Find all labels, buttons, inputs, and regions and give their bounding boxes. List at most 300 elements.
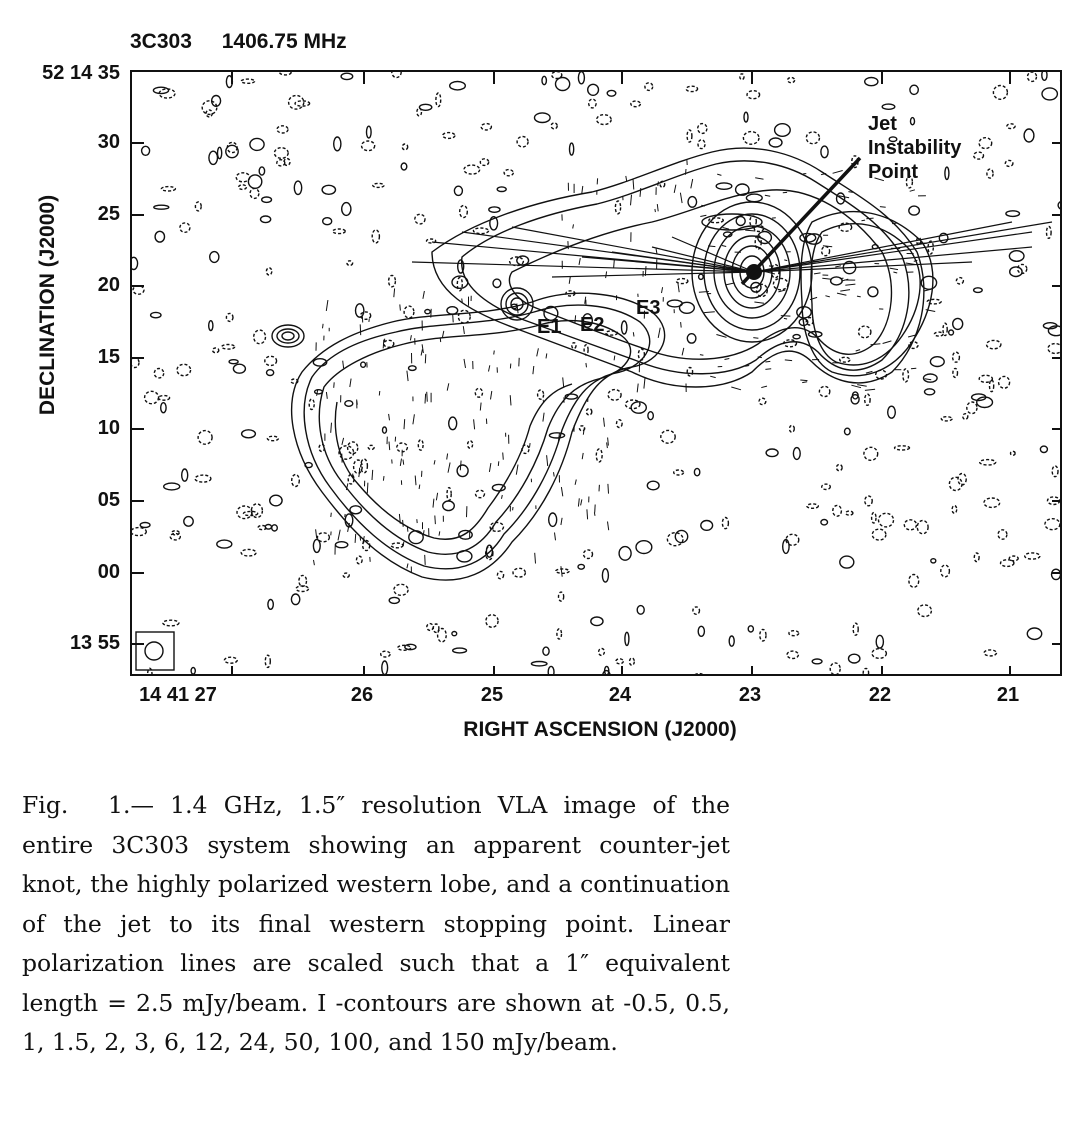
noise-contour xyxy=(267,436,278,440)
noise-contour xyxy=(787,651,798,658)
polarization-vector xyxy=(594,512,595,515)
noise-contour xyxy=(277,126,288,133)
noise-contour xyxy=(145,391,159,403)
noise-contour xyxy=(367,126,372,138)
polarization-vector xyxy=(606,271,607,278)
noise-contour xyxy=(943,323,947,335)
noise-contour xyxy=(698,626,704,636)
noise-contour xyxy=(191,668,195,675)
noise-contour xyxy=(822,484,831,489)
noise-contour xyxy=(879,513,894,527)
noise-contour xyxy=(158,396,169,401)
noise-contour xyxy=(538,390,544,399)
noise-contour xyxy=(259,167,264,175)
noise-contour xyxy=(195,475,211,482)
noise-contour xyxy=(155,231,164,242)
noise-contour xyxy=(323,218,332,225)
noise-contour xyxy=(793,448,800,460)
x-tick-label: 22 xyxy=(868,684,892,706)
polarization-vector xyxy=(547,455,548,466)
polarization-vector xyxy=(911,368,916,369)
polarization-vector xyxy=(582,453,583,459)
polarization-vector xyxy=(753,338,758,339)
noise-contour xyxy=(1040,446,1047,452)
noise-contour xyxy=(172,531,179,535)
polarization-vector xyxy=(890,268,898,270)
noise-contour xyxy=(182,469,188,481)
polarization-vector xyxy=(503,453,504,460)
y-tick-label: 30 xyxy=(97,131,120,153)
polarization-vector xyxy=(708,246,715,247)
noise-contour xyxy=(241,549,256,556)
polarization-vector xyxy=(338,530,340,541)
noise-contour xyxy=(362,141,375,151)
noise-contour xyxy=(1025,553,1040,559)
polarization-vector xyxy=(413,414,415,424)
polarization-vector xyxy=(463,326,464,334)
polarization-vector xyxy=(407,526,408,532)
polarization-vector xyxy=(892,223,897,224)
polarization-vector xyxy=(439,531,440,535)
polarization-vector xyxy=(403,542,404,546)
noise-contour xyxy=(250,138,264,150)
polarization-vector xyxy=(543,413,544,422)
noise-contour xyxy=(341,73,353,79)
noise-contour xyxy=(619,547,631,561)
noise-contour xyxy=(1006,211,1020,217)
polarization-vector xyxy=(474,419,475,429)
noise-contour xyxy=(262,197,272,202)
noise-contour xyxy=(348,442,358,454)
noise-contour xyxy=(584,550,593,559)
y-tick-label: 00 xyxy=(97,561,120,583)
polarization-vector xyxy=(317,390,318,396)
noise-contour xyxy=(184,517,193,527)
noise-contour xyxy=(812,659,822,664)
polarization-vector xyxy=(862,220,866,221)
noise-contour xyxy=(793,335,800,339)
polarization-vector xyxy=(427,392,428,402)
polarization-vector xyxy=(448,463,450,473)
noise-contour xyxy=(133,286,144,294)
noise-contour xyxy=(443,133,455,139)
noise-contour xyxy=(480,159,488,166)
polarization-vector xyxy=(435,516,436,525)
polarization-vector xyxy=(851,385,861,388)
noise-contour xyxy=(584,345,588,355)
polarization-vector xyxy=(573,224,574,228)
polarization-vector xyxy=(608,484,609,494)
polarization-vector xyxy=(442,331,443,338)
polarization-vector xyxy=(383,476,384,481)
polarization-vector xyxy=(678,284,679,293)
noise-contour xyxy=(729,636,734,646)
polarization-vector xyxy=(607,442,608,448)
noise-contour xyxy=(882,104,895,109)
noise-contour xyxy=(1042,72,1047,80)
noise-contour xyxy=(736,217,745,226)
noise-contour xyxy=(295,101,310,106)
noise-contour xyxy=(786,534,799,545)
noise-contour xyxy=(746,194,762,202)
noise-contour xyxy=(436,93,441,107)
noise-contour xyxy=(280,72,291,75)
polarization-vector xyxy=(925,379,932,380)
polarization-vector xyxy=(383,340,384,349)
polarization-vector xyxy=(440,338,441,342)
polarization-vector xyxy=(516,465,518,475)
noise-contour xyxy=(888,406,896,418)
polarization-vector xyxy=(372,470,373,480)
noise-contour xyxy=(206,110,212,117)
noise-contour xyxy=(790,425,795,432)
noise-contour xyxy=(859,326,871,338)
noise-contour xyxy=(952,506,957,514)
noise-contour xyxy=(552,72,562,79)
noise-contour xyxy=(497,571,503,578)
noise-contour xyxy=(233,364,245,373)
noise-contour xyxy=(645,83,653,91)
noise-contour xyxy=(486,615,498,628)
noise-contour xyxy=(309,399,314,409)
noise-contour xyxy=(180,223,190,232)
noise-contour xyxy=(967,402,977,414)
polarization-vector xyxy=(462,299,463,303)
noise-contour xyxy=(242,430,256,438)
noise-contour xyxy=(661,430,675,443)
noise-contour xyxy=(350,506,362,514)
noise-contour xyxy=(1009,251,1024,262)
annotation-line: Jet xyxy=(868,113,897,135)
annotation-line: Point xyxy=(868,161,918,183)
noise-contour xyxy=(949,477,962,490)
polarization-vector xyxy=(407,371,408,381)
noise-contour xyxy=(218,147,222,158)
noise-contour xyxy=(1052,569,1061,579)
noise-contour xyxy=(543,647,549,655)
noise-contour xyxy=(868,287,878,297)
noise-contour xyxy=(766,449,778,457)
noise-contour xyxy=(984,650,996,656)
noise-contour xyxy=(272,525,278,531)
noise-contour xyxy=(140,523,150,528)
polarization-vector xyxy=(655,209,656,212)
noise-contour xyxy=(239,185,247,190)
polarization-vector xyxy=(840,290,850,292)
polarization-vector xyxy=(781,316,791,317)
polarization-vector xyxy=(837,293,846,295)
noise-contour xyxy=(990,380,994,392)
noise-contour xyxy=(161,403,166,413)
noise-contour xyxy=(589,99,596,108)
noise-contour xyxy=(931,559,936,563)
noise-contour xyxy=(904,520,916,530)
noise-contour xyxy=(910,85,918,94)
polarization-vector xyxy=(561,518,562,525)
noise-contour xyxy=(254,330,266,344)
noise-contour xyxy=(268,600,273,610)
noise-contour xyxy=(578,72,584,84)
figure-title xyxy=(130,30,371,54)
polarization-vector xyxy=(494,351,495,355)
noise-contour xyxy=(578,564,584,569)
noise-contour xyxy=(722,518,728,529)
noise-contour xyxy=(974,553,979,562)
noise-contour xyxy=(202,101,217,115)
noise-contour xyxy=(1007,124,1015,129)
noise-contour xyxy=(372,230,379,243)
polarization-vector xyxy=(883,341,892,344)
noise-contour xyxy=(209,151,218,164)
noise-contour xyxy=(974,288,983,293)
polarization-vector xyxy=(758,357,762,358)
noise-contour xyxy=(559,592,564,601)
noise-contour xyxy=(476,490,485,497)
noise-contour xyxy=(389,597,399,603)
noise-contour xyxy=(549,513,557,526)
polarization-vector xyxy=(765,369,771,370)
polarization-vector xyxy=(316,529,317,538)
noise-contour xyxy=(941,417,952,421)
noise-contour xyxy=(265,655,270,667)
noise-contour xyxy=(895,446,910,450)
noise-contour xyxy=(924,374,938,382)
noise-contour xyxy=(557,629,562,639)
noise-contour xyxy=(949,330,954,335)
noise-contour xyxy=(740,74,744,80)
noise-contour xyxy=(427,624,433,631)
noise-contour xyxy=(694,674,704,676)
noise-contour xyxy=(542,76,546,84)
beam-box xyxy=(136,632,174,670)
polarization-vector xyxy=(608,438,609,446)
polarization-vector xyxy=(480,403,481,411)
polarization-vector xyxy=(814,273,821,274)
noise-contour xyxy=(822,247,830,256)
noise-contour xyxy=(617,420,623,428)
y-axis-title: DECLINATION (J2000) xyxy=(36,194,59,416)
y-tick-label: 20 xyxy=(97,274,120,296)
noise-contour xyxy=(863,668,868,676)
noise-contour xyxy=(953,368,958,377)
noise-contour xyxy=(687,130,692,142)
noise-contour xyxy=(1024,129,1034,142)
noise-contour xyxy=(450,82,466,90)
noise-contour xyxy=(615,201,620,214)
noise-contour xyxy=(1010,267,1022,277)
noise-contour xyxy=(481,124,491,130)
polarization-vector xyxy=(614,356,615,361)
noise-contour xyxy=(299,575,307,586)
noise-contour xyxy=(622,321,627,334)
polarization-vector xyxy=(581,499,582,505)
polarization-vector xyxy=(345,514,346,517)
polarization-vector xyxy=(662,287,663,293)
polarization-vector xyxy=(404,419,405,429)
polarization-vector xyxy=(840,278,844,279)
polarization-vector xyxy=(802,382,807,383)
noise-contour xyxy=(993,86,1007,100)
x-tick-label: 14 41 27 xyxy=(139,684,217,706)
noise-contour xyxy=(209,321,213,331)
polarization-vector xyxy=(866,218,873,219)
polarization-vector xyxy=(425,394,426,404)
noise-contour xyxy=(788,78,795,83)
x-tick-label: 25 xyxy=(480,684,504,706)
x-axis-title: RIGHT ASCENSION (J2000) xyxy=(463,718,737,741)
noise-contour xyxy=(917,521,928,534)
noise-contour xyxy=(151,312,161,317)
noise-contour xyxy=(294,181,301,194)
noise-contour xyxy=(602,569,608,582)
polarization-vector xyxy=(700,355,704,356)
polarization-vector xyxy=(489,365,490,371)
polarization-vector xyxy=(682,348,684,356)
noise-contour xyxy=(984,498,1000,507)
polarization-vector xyxy=(447,454,448,460)
polarization-vector xyxy=(563,377,564,387)
polarization-vector xyxy=(699,292,709,293)
polarization-vector xyxy=(800,380,807,381)
noise-contour xyxy=(680,302,695,313)
polarization-vector xyxy=(686,169,687,175)
noise-contour xyxy=(497,187,506,192)
noise-contour xyxy=(591,617,603,626)
polarization-vector xyxy=(569,277,570,284)
noise-contour xyxy=(345,401,353,407)
jet-line xyxy=(754,222,1052,272)
polarization-vector xyxy=(637,384,638,393)
noise-contour xyxy=(979,138,992,149)
polarization-vector xyxy=(423,291,425,299)
polarization-vector xyxy=(331,423,332,433)
noise-contour xyxy=(391,543,403,548)
noise-contour xyxy=(493,279,501,287)
noise-contour xyxy=(468,441,473,448)
noise-contour xyxy=(419,104,431,110)
polarization-vector xyxy=(561,487,562,496)
noise-contour xyxy=(760,629,766,641)
noise-contour xyxy=(599,648,605,655)
noise-contour xyxy=(631,402,646,413)
noise-contour xyxy=(401,163,407,170)
noise-contour xyxy=(953,352,960,362)
noise-contour xyxy=(1048,344,1062,354)
noise-contour xyxy=(267,370,274,376)
polarization-vector xyxy=(533,366,534,374)
noise-contour xyxy=(934,332,943,336)
polarization-vector xyxy=(355,534,356,543)
noise-contour xyxy=(132,358,139,368)
polarization-vector xyxy=(608,522,609,531)
noise-contour xyxy=(244,511,258,515)
noise-contour xyxy=(865,394,870,405)
polarization-vector xyxy=(360,536,361,541)
noise-contour xyxy=(513,568,525,577)
polarization-vector xyxy=(822,278,831,279)
noise-contour xyxy=(586,409,591,415)
noise-contour xyxy=(198,431,212,445)
noise-contour xyxy=(819,386,829,396)
polarization-vector xyxy=(691,179,693,188)
noise-contour xyxy=(452,632,457,636)
noise-contour xyxy=(807,504,818,508)
polarization-vector xyxy=(546,353,547,358)
noise-contour xyxy=(425,310,430,314)
noise-contour xyxy=(226,313,233,321)
noise-contour xyxy=(686,86,697,91)
noise-contour xyxy=(958,474,966,485)
noise-contour xyxy=(347,261,353,266)
noise-contour xyxy=(998,530,1007,539)
polarization-vector xyxy=(755,178,763,180)
polarization-vector xyxy=(447,383,449,390)
polarization-vector xyxy=(586,363,587,367)
noise-contour xyxy=(464,165,480,174)
noise-contour xyxy=(846,511,853,515)
noise-contour xyxy=(274,148,288,159)
polarization-vector xyxy=(575,315,576,323)
noise-contour xyxy=(292,475,300,487)
noise-contour xyxy=(1042,88,1057,100)
noise-contour xyxy=(694,468,699,475)
noise-contour xyxy=(265,356,277,365)
polarization-vector xyxy=(725,359,730,360)
polarization-vector xyxy=(785,360,792,361)
polarization-vector xyxy=(578,498,579,506)
noise-contour xyxy=(647,481,659,490)
noise-contour xyxy=(154,205,169,209)
noise-contour xyxy=(1005,160,1013,166)
noise-contour xyxy=(743,132,759,145)
polarization-vector xyxy=(350,379,351,387)
noise-contour xyxy=(1058,201,1062,209)
noise-contour xyxy=(356,304,364,317)
polarization-vector xyxy=(595,505,596,513)
noise-contour xyxy=(616,659,623,664)
noise-contour xyxy=(603,671,611,676)
noise-contour xyxy=(459,530,472,539)
polarization-vector xyxy=(360,324,361,335)
polarization-vector xyxy=(434,460,435,464)
polarization-vector xyxy=(644,378,645,389)
noise-contour xyxy=(849,654,860,663)
noise-contour xyxy=(418,440,423,450)
polarization-vector xyxy=(453,314,454,322)
polarization-vector xyxy=(710,376,716,377)
noise-contour xyxy=(597,115,612,125)
polarization-vector xyxy=(674,185,676,193)
noise-contour xyxy=(625,632,629,645)
polarization-vector xyxy=(530,443,531,447)
noise-contour xyxy=(229,360,238,364)
polarization-vector xyxy=(833,171,843,174)
noise-contour xyxy=(475,388,482,397)
polarization-vector xyxy=(835,266,841,267)
noise-contour xyxy=(535,113,551,123)
polarization-vector xyxy=(400,304,401,310)
noise-contour xyxy=(449,417,457,430)
x-tick-label: 26 xyxy=(350,684,374,706)
polarization-vector xyxy=(502,495,503,499)
polarization-vector xyxy=(761,386,767,388)
noise-contour xyxy=(132,257,138,269)
polarization-vector xyxy=(656,249,657,254)
polarization-vector xyxy=(587,509,588,519)
polarization-vector xyxy=(825,296,829,297)
noise-contour xyxy=(716,183,732,189)
noise-contour xyxy=(773,278,788,289)
